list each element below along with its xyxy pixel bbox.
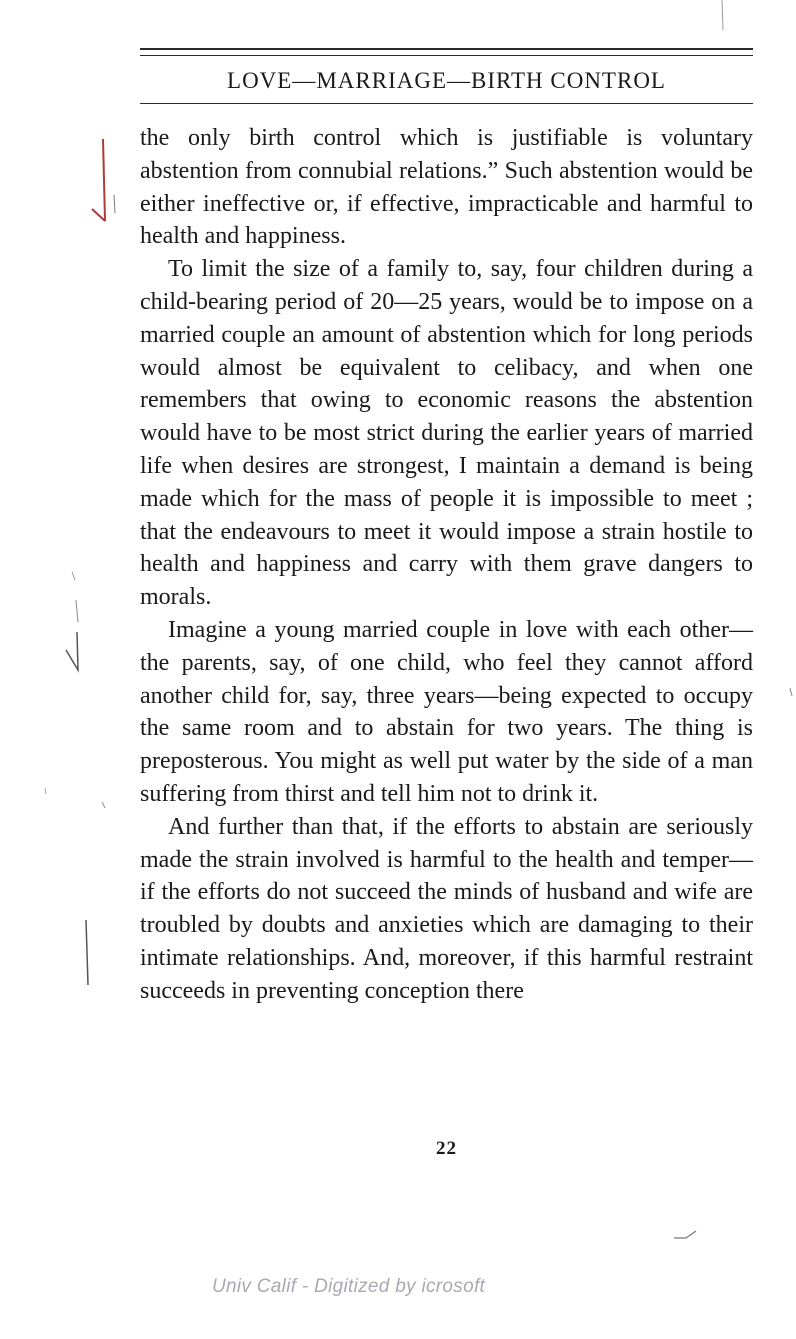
header-rule-top (140, 48, 753, 50)
running-head: LOVE—MARRIAGE—BIRTH CONTROL (227, 68, 666, 93)
paragraph-3: Imagine a young married couple in love with each other—the parents, say, of one child, who feel they cannot afford another child for, say, three years—being expected to occupy the same room and to abstain for two years. The thing is preposterous. You might as well put water by the side of a man suffering from thirst and tell him not to drink it. (140, 616, 753, 807)
margin-pencil-mark-top (84, 135, 124, 230)
corner-pencil-mark (712, 0, 742, 40)
digitization-watermark: Univ Calif - Digitized by icrosoft (212, 1276, 486, 1297)
margin-pencil-mark-lower (40, 780, 110, 1000)
right-margin-tick (787, 686, 795, 700)
paragraph-4: And further than that, if the efforts to abstain are seriously made the strain involved is harmful to the health and temper—if the efforts do not succeed the minds of husband and wife are troubled by doubts and anxieties which are damaging to their intimate relationships. And, moreover, if this harmful restraint succeeds in preventing conception there (140, 813, 753, 1004)
bottom-pencil-mark (672, 1228, 702, 1244)
header-rule-top-thin (140, 55, 753, 56)
paragraph-2: To limit the size of a family to, say, four children during a child-bearing period of 20—25 years, would be to impose on a married couple an amount of abstention which for long periods would almost be equivalent to celibacy, and when one remembers that owing to economic reasons the abstention would have to be most strict during the earlier years of married life when desires are strongest, I maintain a demand is being made which for the mass of people it is impossible to meet ; that the endeavours to meet it would impose a strain hostile to health and happiness and carry with them grave dangers to morals. (140, 256, 753, 611)
margin-pencil-mark-middle (58, 560, 98, 680)
page-number: 22 (436, 1138, 457, 1159)
header-rule-bottom (140, 103, 753, 104)
paragraph-1: the only birth control which is justifiable is voluntary abstention from connubial relations.” Such abstention would be either ineffective or, if effective, impracticable and harmful to health and happiness. (140, 125, 753, 250)
body-text (140, 122, 753, 1008)
